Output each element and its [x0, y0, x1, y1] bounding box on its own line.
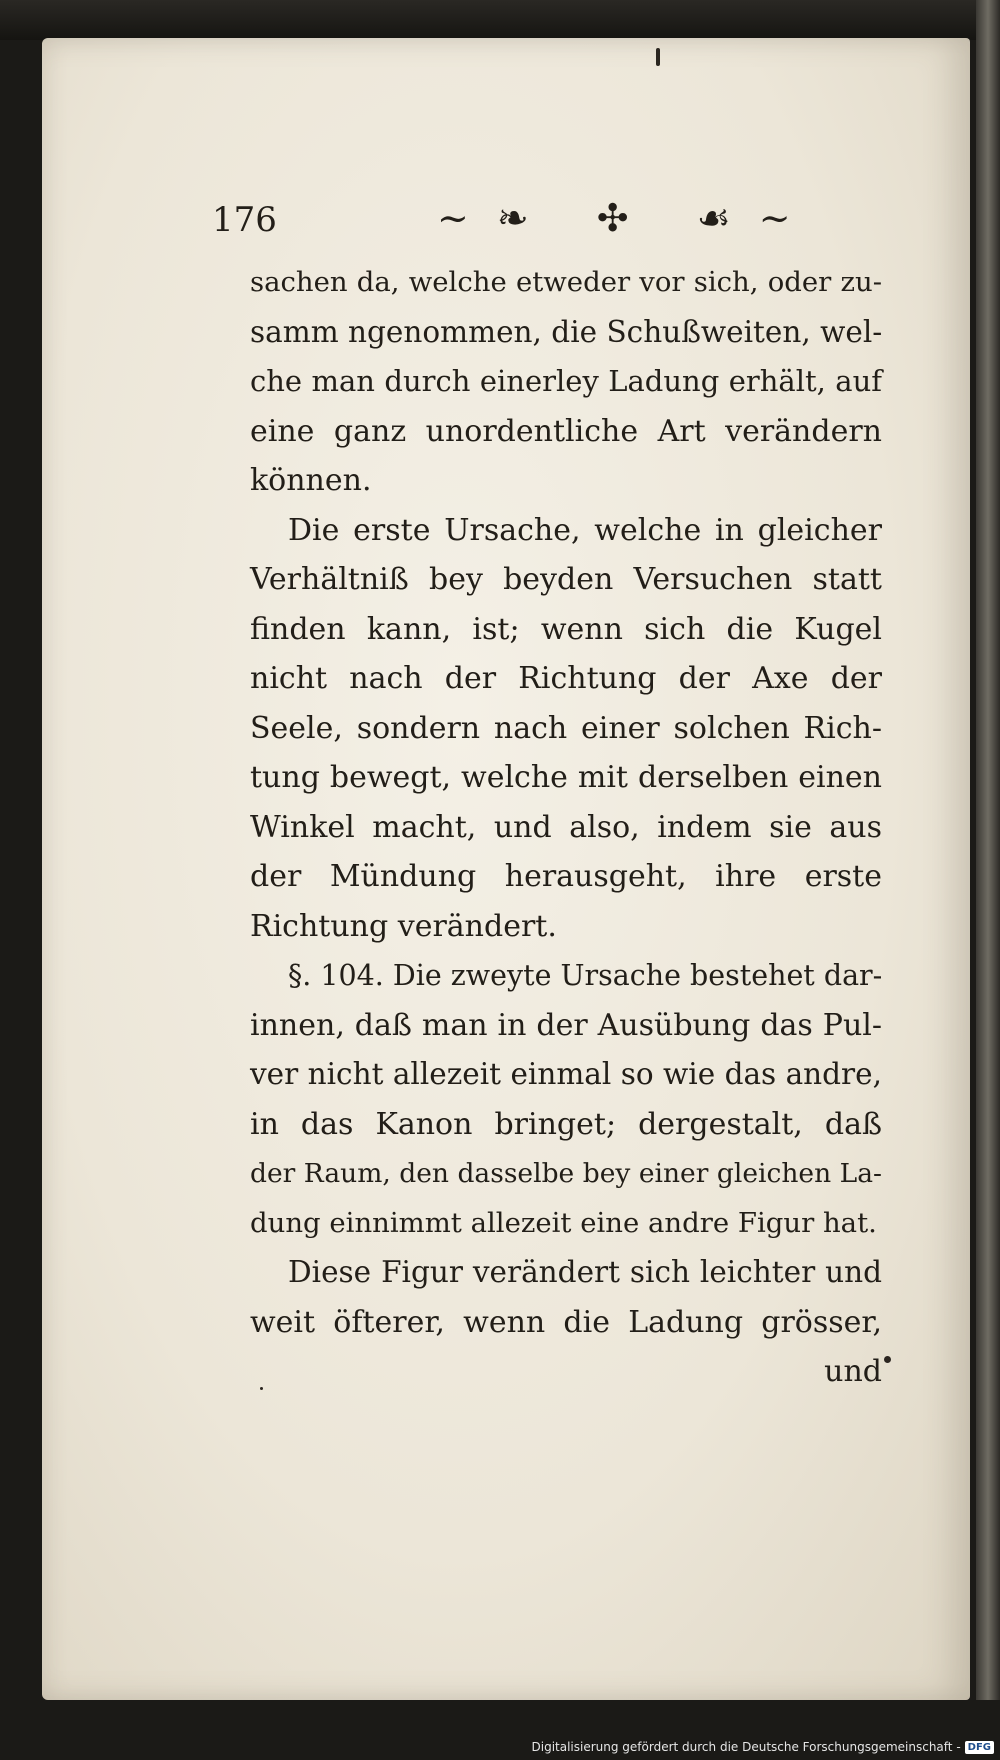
dfg-logo-icon: DFG — [965, 1741, 994, 1754]
text-line: der Mündung herausgeht, ihre erste — [250, 859, 882, 894]
text-line: Winkel macht, und also, indem sie aus — [250, 809, 882, 845]
header-ornament-icon: ~❧ ✣ ☙~ — [437, 196, 819, 240]
book-binding-edge — [976, 0, 1000, 1700]
catchword: und — [824, 1354, 882, 1389]
text-line: nicht nach der Richtung der Axe der — [250, 661, 882, 696]
text-line: tung bewegt, welche mit derselben einen — [250, 760, 882, 795]
text-line: sachen da, welche etweder vor sich, oder zu- — [250, 266, 882, 298]
text-line: Verhältniß bey beyden Versuchen statt — [250, 562, 882, 597]
ink-speck — [656, 48, 660, 66]
text-line: che man durch einerley Ladung erhält, auf — [250, 364, 882, 398]
text-line: Diese Figur verändert sich leichter und — [288, 1255, 882, 1289]
text-line: dung einnimmt allezeit eine andre Figur hat. — [250, 1206, 877, 1239]
text-line: samm ngenommen, die Schußweiten, wel- — [250, 314, 883, 349]
text-line: finden kann, ist; wenn sich die Kugel — [250, 611, 882, 647]
text-line: Seele, sondern nach einer solchen Rich- — [250, 710, 882, 746]
text-line: eine ganz unordentliche Art verändern — [250, 413, 882, 449]
digitization-footer — [532, 1740, 995, 1754]
text-line: in das Kanon bringet; dergestalt, daß — [250, 1106, 882, 1142]
text-line: weit öfterer, wenn die Ladung grösser, — [250, 1304, 882, 1340]
text-line: der Raum, den dasselbe bey einer gleichen La- — [250, 1158, 882, 1189]
scan-top-strip — [0, 0, 1000, 40]
ink-speck — [884, 1356, 891, 1363]
text-line: ver nicht allezeit einmal so wie das andre, — [250, 1057, 882, 1091]
footer-credit: Digitalisierung gefördert durch die Deutsche Forschungsgemeinschaft - — [531, 1740, 961, 1754]
section-heading-line: §. 104. Die zweyte Ursache bestehet dar- — [288, 959, 883, 992]
text-line: innen, daß man in der Ausübung das Pul- — [250, 1007, 882, 1043]
page-number: 176 — [212, 200, 277, 240]
text-line: Richtung verändert. — [250, 908, 557, 944]
running-head — [212, 196, 912, 250]
text-line: Die erste Ursache, welche in gleicher — [288, 512, 882, 548]
body-text — [250, 258, 882, 1397]
text-line: können. — [250, 463, 372, 498]
